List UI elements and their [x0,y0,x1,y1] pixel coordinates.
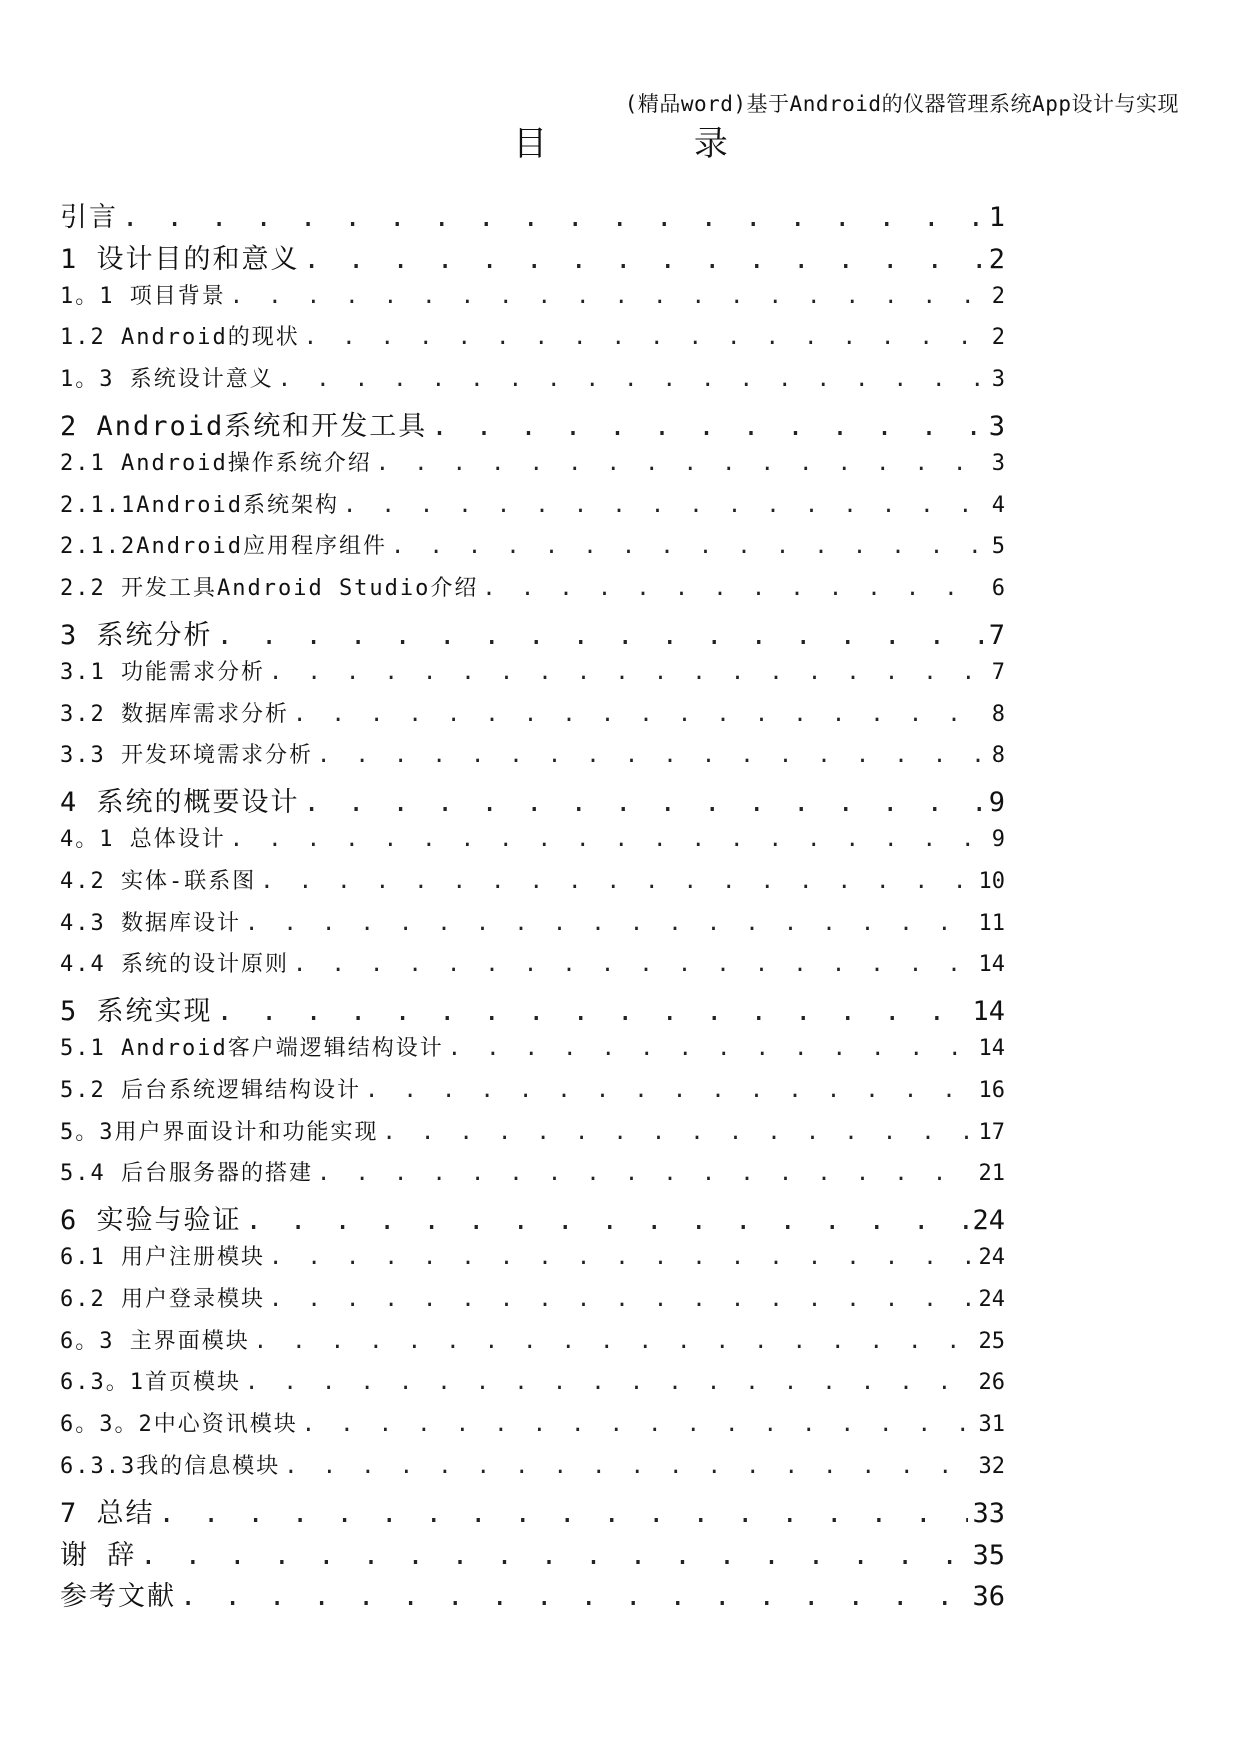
dot-leader [180,1581,968,1612]
toc-entry-label: 6 实验与验证 [60,1205,242,1237]
toc-entry-page-number: 2 [988,243,1005,275]
toc-entry-label: 参考文献 [60,1581,176,1613]
toc-entry-page-number: 7 [988,619,1005,651]
toc-entry-page-number: 11 [978,910,1005,936]
toc-entry-page-number: 24 [978,1244,1005,1270]
toc-entry-page-number: 17 [978,1119,1005,1145]
toc-entry-label: 5.4 后台服务器的搭建 [60,1161,313,1187]
toc-entry[interactable] [60,1156,1005,1198]
toc-entry[interactable] [60,195,1005,237]
dot-leader [217,620,985,651]
toc-entry-page-number: 14 [978,952,1005,978]
toc-entry-label: 7 总结 [60,1497,155,1529]
toc-entry[interactable] [60,989,1005,1031]
toc-entry-page-number: 7 [991,659,1005,685]
toc-entry-page-number: 26 [978,1370,1005,1396]
toc-entry[interactable] [60,738,1005,780]
toc-entry-page-number: 8 [991,743,1005,769]
dot-leader [431,411,984,442]
dot-leader [230,827,988,852]
toc-entry-page-number: 2 [991,283,1005,309]
toc-entry-label: 5。3用户界面设计和功能实现 [60,1119,379,1145]
dot-leader [293,702,988,727]
toc-entry-label: 5 系统实现 [60,996,213,1028]
toc-entry-page-number: 25 [978,1328,1005,1354]
toc-entry-page-number: 3 [988,410,1005,442]
toc-entry[interactable] [60,697,1005,739]
toc-entry-label: 1。1 项目背景 [60,283,226,309]
dot-leader [278,367,988,392]
toc-entry-page-number: 3 [991,450,1005,476]
toc-entry[interactable] [60,613,1005,655]
toc-entry-label: 6.3。1首页模块 [60,1370,241,1396]
toc-entry[interactable] [60,446,1005,488]
toc-entry-page-number: 24 [978,1286,1005,1312]
dot-leader [245,911,975,936]
toc-entry-page-number: 16 [978,1077,1005,1103]
toc-entry-label: 谢 辞 [60,1539,137,1571]
dot-leader [293,952,975,977]
toc-entry-label: 6.3.3我的信息模块 [60,1453,281,1479]
toc-entry-label: 4.2 实体-联系图 [60,868,257,894]
toc-entry[interactable] [60,237,1005,279]
toc-entry-page-number: 36 [972,1581,1005,1613]
dot-leader [269,660,988,685]
toc-entry[interactable] [60,404,1005,446]
dot-leader [122,202,985,233]
dot-leader [343,493,988,518]
toc-entry-page-number: 2 [991,325,1005,351]
toc-entry[interactable] [60,571,1005,613]
toc-entry[interactable] [60,1073,1005,1115]
dot-leader [269,1245,975,1270]
toc-entry-label: 2 Android系统和开发工具 [60,410,428,442]
toc-entry-page-number: 24 [972,1205,1005,1237]
toc-entry[interactable] [60,864,1005,906]
toc-entry-label: 5.2 后台系统逻辑结构设计 [60,1077,361,1103]
dot-leader [365,1078,975,1103]
toc-entry[interactable] [60,279,1005,321]
toc-entry[interactable] [60,488,1005,530]
toc-entry-label: 2.1 Android操作系统介绍 [60,450,372,476]
toc-entry[interactable] [60,1324,1005,1366]
toc-entry[interactable] [60,1115,1005,1157]
dot-leader [140,1540,968,1571]
toc-entry-label: 6.2 用户登录模块 [60,1286,265,1312]
toc-entry-label: 2.1.1Android系统架构 [60,492,339,518]
toc-entry[interactable] [60,906,1005,948]
dot-leader [245,1370,975,1395]
toc-entry-label: 4.4 系统的设计原则 [60,952,289,978]
toc-entry-page-number: 10 [978,868,1005,894]
toc-entry[interactable] [60,780,1005,822]
toc-entry[interactable] [60,1491,1005,1533]
toc-entry[interactable] [60,320,1005,362]
toc-entry-page-number: 14 [978,1035,1005,1061]
toc-entry-page-number: 9 [991,826,1005,852]
toc-entry[interactable] [60,1365,1005,1407]
dot-leader [260,869,974,894]
toc-entry-page-number: 9 [988,787,1005,819]
toc-entry-label: 3.3 开发环境需求分析 [60,743,313,769]
toc-entry[interactable] [60,1574,1005,1616]
toc-entry-label: 6。3。2中心资讯模块 [60,1412,298,1438]
toc-entry[interactable] [60,1282,1005,1324]
toc-entry-page-number: 21 [978,1161,1005,1187]
dot-leader [304,325,988,350]
dot-leader [482,576,987,601]
toc-entry-page-number: 32 [978,1453,1005,1479]
toc-entry[interactable] [60,1407,1005,1449]
running-header: (精品word)基于Android的仪器管理系统App设计与实现 [624,92,1179,116]
toc-entry[interactable] [60,1449,1005,1491]
toc-entry[interactable] [60,822,1005,864]
toc-entry-page-number: 14 [972,996,1005,1028]
dot-leader [383,1120,975,1145]
dot-leader [246,1205,969,1236]
toc-entry-label: 1.2 Android的现状 [60,325,300,351]
toc-entry-label: 3.2 数据库需求分析 [60,701,289,727]
toc-entry-page-number: 5 [991,534,1005,560]
toc-entry-page-number: 33 [972,1497,1005,1529]
dot-leader [376,451,988,476]
toc-entry-label: 2.2 开发工具Android Studio介绍 [60,576,479,602]
dot-leader [304,787,985,818]
toc-title: 目 录 [513,124,796,164]
toc-entry-page-number: 6 [991,576,1005,602]
toc-entry-label: 4.3 数据库设计 [60,910,241,936]
toc-entry[interactable] [60,1198,1005,1240]
dot-leader [448,1036,975,1061]
toc-entry-label: 3.1 功能需求分析 [60,659,265,685]
toc-entry-page-number: 35 [972,1539,1005,1571]
table-of-contents [60,195,1005,1616]
toc-entry-page-number: 4 [991,492,1005,518]
dot-leader [317,1161,975,1186]
toc-entry[interactable] [60,529,1005,571]
toc-entry-label: 1。3 系统设计意义 [60,367,274,393]
toc-entry-label: 6。3 主界面模块 [60,1328,250,1354]
toc-entry[interactable] [60,362,1005,404]
toc-entry[interactable] [60,655,1005,697]
dot-leader [217,996,969,1027]
toc-entry[interactable] [60,1031,1005,1073]
toc-entry-page-number: 8 [991,701,1005,727]
toc-entry-label: 2.1.2Android应用程序组件 [60,534,387,560]
toc-entry[interactable] [60,1533,1005,1575]
toc-entry-label: 4。1 总体设计 [60,826,226,852]
dot-leader [159,1498,969,1529]
toc-entry-page-number: 31 [978,1412,1005,1438]
toc-entry-label: 引言 [60,202,118,233]
toc-entry-label: 4 系统的概要设计 [60,787,300,819]
toc-entry[interactable] [60,1240,1005,1282]
dot-leader [304,244,985,275]
dot-leader [254,1329,975,1354]
toc-entry-page-number: 3 [991,367,1005,393]
dot-leader [317,743,988,768]
toc-entry[interactable] [60,947,1005,989]
dot-leader [391,534,988,559]
dot-leader [269,1287,975,1312]
toc-entry-label: 3 系统分析 [60,619,213,651]
dot-leader [230,284,988,309]
toc-entry-page-number: 1 [988,202,1005,233]
toc-entry-label: 5.1 Android客户端逻辑结构设计 [60,1035,444,1061]
dot-leader [284,1454,974,1479]
toc-entry-label: 1 设计目的和意义 [60,243,300,275]
dot-leader [302,1412,975,1437]
toc-entry-label: 6.1 用户注册模块 [60,1244,265,1270]
